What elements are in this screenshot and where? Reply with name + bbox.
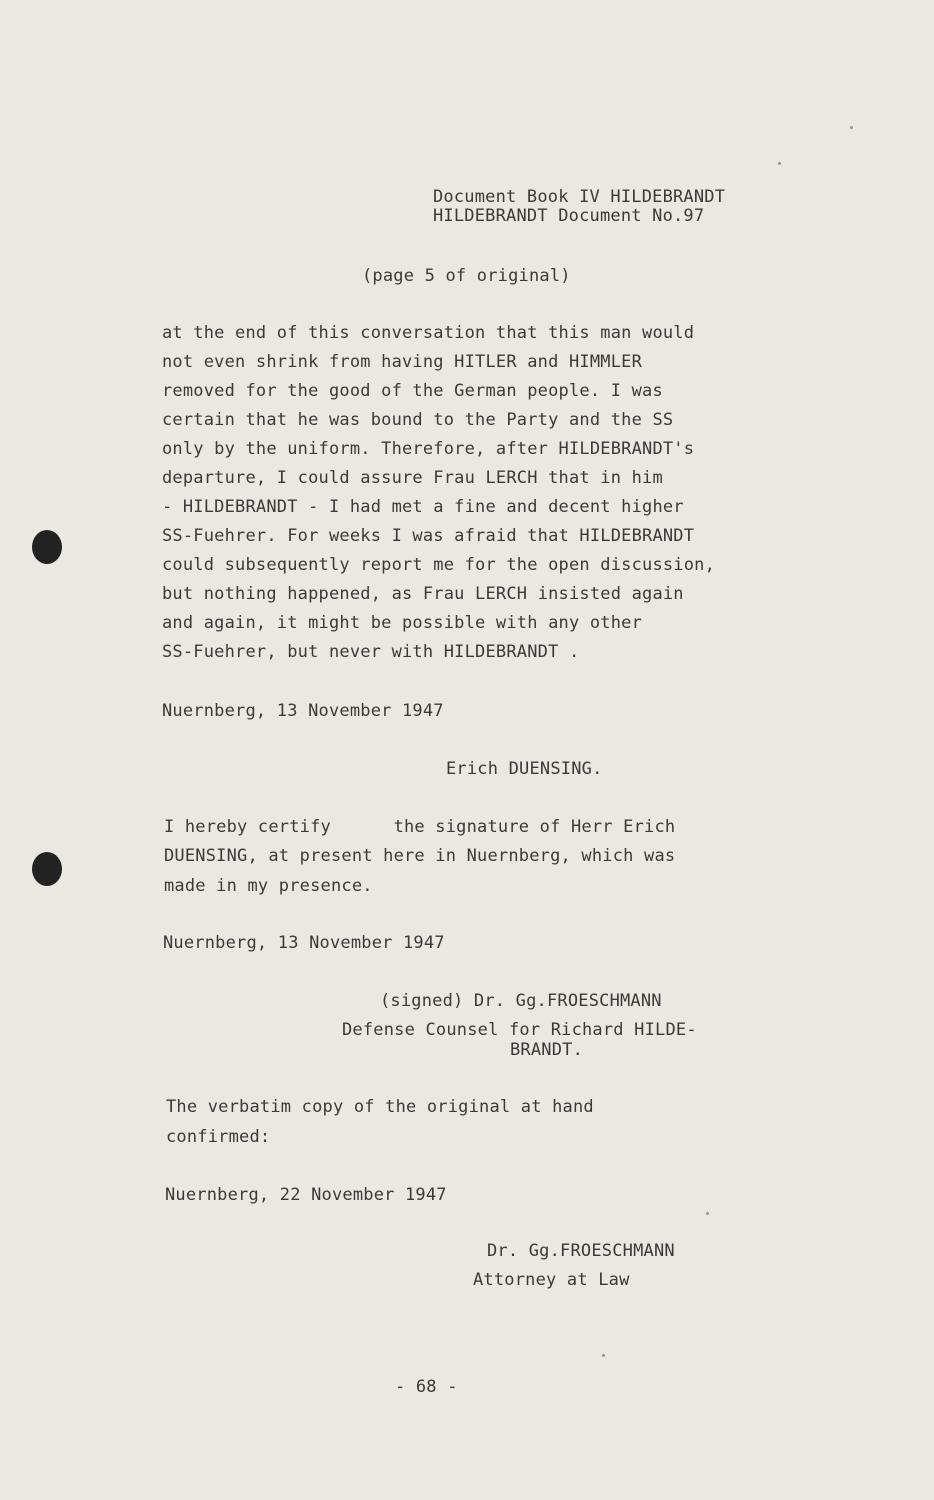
certify-line: DUENSING, at present here in Nuernberg, which was bbox=[164, 846, 676, 866]
verbatim-line: confirmed: bbox=[166, 1127, 271, 1147]
paper-speck bbox=[602, 1354, 605, 1357]
page-number: - 68 - bbox=[395, 1377, 458, 1397]
attorney-name: Dr. Gg.FROESCHMANN bbox=[487, 1241, 675, 1261]
body-line: not even shrink from having HITLER and HIMMLER bbox=[162, 352, 643, 372]
header-line-2: HILDEBRANDT Document No.97 bbox=[433, 206, 705, 226]
punch-hole bbox=[32, 530, 62, 564]
place-date: Nuernberg, 13 November 1947 bbox=[163, 933, 445, 953]
signature-name: Erich DUENSING. bbox=[446, 759, 603, 779]
signed-line-3: BRANDT. bbox=[510, 1040, 584, 1060]
body-line: only by the uniform. Therefore, after HILDEBRANDT's bbox=[162, 439, 695, 459]
place-date: Nuernberg, 13 November 1947 bbox=[162, 701, 444, 721]
header-line-1: Document Book IV HILDEBRANDT bbox=[433, 187, 726, 207]
signed-line-2: Defense Counsel for Richard HILDE- bbox=[342, 1020, 697, 1040]
place-date: Nuernberg, 22 November 1947 bbox=[165, 1185, 447, 1205]
body-line: and again, it might be possible with any other bbox=[162, 613, 643, 633]
body-line: could subsequently report me for the open discussion, bbox=[162, 555, 716, 575]
body-line: - HILDEBRANDT - I had met a fine and decent higher bbox=[162, 497, 684, 517]
certify-line: made in my presence. bbox=[164, 876, 373, 896]
body-line: departure, I could assure Frau LERCH that in him bbox=[162, 468, 663, 488]
paper-speck bbox=[706, 1212, 709, 1215]
body-line: removed for the good of the German people. I was bbox=[162, 381, 663, 401]
paper-speck bbox=[778, 162, 781, 165]
body-line: SS-Fuehrer, but never with HILDEBRANDT . bbox=[162, 642, 580, 662]
verbatim-line: The verbatim copy of the original at hand bbox=[166, 1097, 594, 1117]
attorney-title: Attorney at Law bbox=[473, 1270, 630, 1290]
signed-line-1: (signed) Dr. Gg.FROESCHMANN bbox=[380, 991, 662, 1011]
page-reference: (page 5 of original) bbox=[362, 266, 571, 286]
paper-speck bbox=[850, 126, 853, 129]
body-line: SS-Fuehrer. For weeks I was afraid that HILDEBRANDT bbox=[162, 526, 695, 546]
punch-hole bbox=[32, 852, 62, 886]
body-line: certain that he was bound to the Party and the SS bbox=[162, 410, 674, 430]
certify-line: I hereby certify the signature of Herr Erich bbox=[164, 817, 676, 837]
body-line: but nothing happened, as Frau LERCH insisted again bbox=[162, 584, 684, 604]
body-line: at the end of this conversation that this man would bbox=[162, 323, 695, 343]
